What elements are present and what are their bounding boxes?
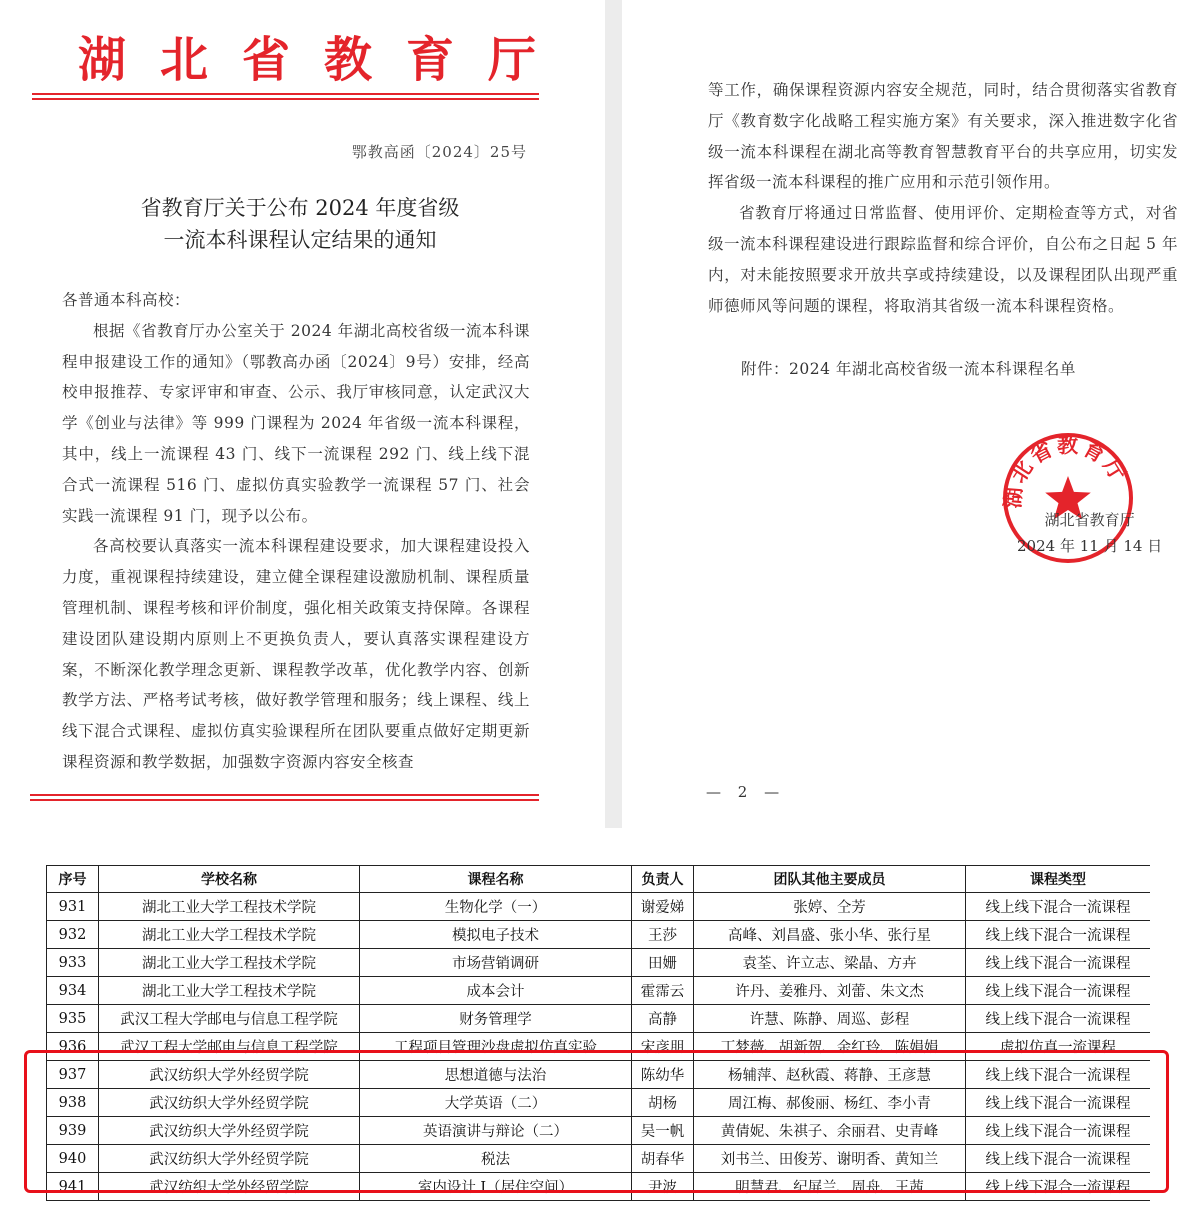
cell-index: 936 (47, 1033, 99, 1061)
cell-school: 武汉纺织大学外经贸学院 (99, 1173, 360, 1201)
agency-letterhead: 湖北省教育厅 (78, 32, 571, 88)
body-paragraph-2: 各高校要认真落实一流本科课程建设要求，加大课程建设投入力度，重视课程持续建设，建立健全课程建设激励机制、课程质量管理机制、课程考核和评价制度，强化相关政策支持保障。各课程建设团队建设期内原则上不更换负责人，要认真落实课程建设方案，不断深化教学理念更新、课程教学改革，优化教学内容、创新教学方法、严格考试考核，做好教学管理和服务；线上课程、线上线下混合式课程、虚拟仿真实验课程所在团队要重点做好定期更新课程资源和教学数据，加强数字资源内容安全核查 (62, 537, 530, 771)
cell-type: 线上线下混合一流课程 (966, 1145, 1151, 1173)
table-header-row (47, 866, 1151, 893)
cell-members: 张婷、仝芳 (694, 893, 966, 921)
cell-type: 线上线下混合一流课程 (966, 1005, 1151, 1033)
right-paragraph-1: 等工作，确保课程资源内容安全规范，同时，结合贯彻落实省教育厅《教育数字化战略工程实施方案》有关要求，深入推进数字化省级一流本科课程在湖北高等教育智慧教育平台的共享应用，切实发挥省级一流本科课程的推广应用和示范引领作用。 (708, 81, 1178, 192)
cell-type: 线上线下混合一流课程 (966, 893, 1151, 921)
notice-title (0, 192, 600, 256)
cell-index: 935 (47, 1005, 99, 1033)
cell-course: 模拟电子技术 (360, 921, 632, 949)
cell-leader: 田姗 (632, 949, 694, 977)
cell-index: 934 (47, 977, 99, 1005)
seal-text: 湖北省教育厅 (1000, 432, 1133, 510)
red-rule-bottom-1 (30, 794, 539, 796)
document-page-right (622, 0, 1190, 828)
cell-type: 线上线下混合一流课程 (966, 949, 1151, 977)
cell-school: 湖北工业大学工程技术学院 (99, 893, 360, 921)
cell-index: 938 (47, 1089, 99, 1117)
cell-type: 线上线下混合一流课程 (966, 977, 1151, 1005)
cell-school: 武汉工程大学邮电与信息工程学院 (99, 1005, 360, 1033)
cell-course: 思想道德与法治 (360, 1061, 632, 1089)
cell-course: 财务管理学 (360, 1005, 632, 1033)
table-row (47, 1005, 1151, 1033)
cell-index: 933 (47, 949, 99, 977)
cell-course: 成本会计 (360, 977, 632, 1005)
cell-type: 线上线下混合一流课程 (966, 921, 1151, 949)
cell-course: 大学英语（二） (360, 1089, 632, 1117)
cell-school: 武汉纺织大学外经贸学院 (99, 1145, 360, 1173)
cell-course: 室内设计 I（居住空间） (360, 1173, 632, 1201)
table-row (47, 921, 1151, 949)
cell-type: 虚拟仿真一流课程 (966, 1033, 1151, 1061)
cell-members: 丁梦薇、胡新贺、余红玲、陈娟娟 (694, 1033, 966, 1061)
cell-members: 刘书兰、田俊芳、谢明香、黄知兰 (694, 1145, 966, 1173)
cell-leader: 胡春华 (632, 1145, 694, 1173)
cell-index: 939 (47, 1117, 99, 1145)
signature-block (1017, 507, 1162, 559)
table-row (47, 893, 1151, 921)
cell-leader: 宋彦朋 (632, 1033, 694, 1061)
cell-school: 武汉纺织大学外经贸学院 (99, 1089, 360, 1117)
left-body-text (62, 285, 530, 778)
header-school: 学校名称 (99, 866, 360, 893)
header-type: 课程类型 (966, 866, 1151, 893)
cell-index: 940 (47, 1145, 99, 1173)
salutation: 各普通本科高校： (62, 291, 191, 309)
cell-members: 许丹、姜雅丹、刘蕾、朱文杰 (694, 977, 966, 1005)
cell-course: 税法 (360, 1145, 632, 1173)
cell-type: 线上线下混合一流课程 (966, 1117, 1151, 1145)
cell-type: 线上线下混合一流课程 (966, 1089, 1151, 1117)
cell-leader: 霍霈云 (632, 977, 694, 1005)
right-paragraph-2: 省教育厅将通过日常监督、使用评价、定期检查等方式，对省级一流本科课程建设进行跟踪监督和综合评价，自公布之日起 5 年内，对未能按照要求开放共享或持续建设，以及课程团队出现严重师德师风等问题的课程，将取消其省级一流本科课程资格。 (708, 204, 1178, 315)
right-body-text (708, 75, 1178, 321)
red-rule-top-1 (32, 93, 539, 95)
cell-school: 武汉工程大学邮电与信息工程学院 (99, 1033, 360, 1061)
body-paragraph-1: 根据《省教育厅办公室关于 2024 年湖北高校省级一流本科课程申报建设工作的通知》（鄂教高办函〔2024〕9号）安排，经高校申报推荐、专家评审和审查、公示、我厅审核同意，认定武汉大学《创业与法律》等 999 门课程为 2024 年省级一流本科课程，其中，线上一流课程 43 门、线下一流课程 292 门、线上线下混合式一流课程 516 门、虚拟仿真实验教学一流课程 57 门、社会实践一流课程 91 门，现予以公布。 (62, 321, 530, 525)
document-number: 鄂教高函〔2024〕25号 (351, 143, 527, 161)
page-gutter (605, 0, 622, 828)
cell-course: 英语演讲与辩论（二） (360, 1117, 632, 1145)
document-page-left (0, 0, 605, 828)
cell-school: 武汉纺织大学外经贸学院 (99, 1061, 360, 1089)
table-row (47, 949, 1151, 977)
cell-leader: 尹波 (632, 1173, 694, 1201)
highlight-box (24, 1050, 1169, 1193)
cell-index: 931 (47, 893, 99, 921)
cell-members: 许慧、陈静、周巡、彭程 (694, 1005, 966, 1033)
cell-members: 黄倩妮、朱祺子、余丽君、史青峰 (694, 1117, 966, 1145)
cell-leader: 谢爱娣 (632, 893, 694, 921)
header-leader: 负责人 (632, 866, 694, 893)
cell-school: 湖北工业大学工程技术学院 (99, 949, 360, 977)
cell-school: 湖北工业大学工程技术学院 (99, 921, 360, 949)
header-members: 团队其他主要成员 (694, 866, 966, 893)
cell-leader: 胡杨 (632, 1089, 694, 1117)
cell-school: 湖北工业大学工程技术学院 (99, 977, 360, 1005)
notice-title-line2: 一流本科课程认定结果的通知 (163, 228, 437, 252)
cell-leader: 高静 (632, 1005, 694, 1033)
header-index: 序号 (47, 866, 99, 893)
cell-members: 周江梅、郝俊丽、杨红、李小青 (694, 1089, 966, 1117)
cell-index: 941 (47, 1173, 99, 1201)
cell-leader: 王莎 (632, 921, 694, 949)
table-row (47, 977, 1151, 1005)
cell-members: 杨辅萍、赵秋霞、蒋静、王彦慧 (694, 1061, 966, 1089)
attachment-line: 附件：2024 年湖北高校省级一流本科课程名单 (741, 360, 1076, 378)
cell-leader: 吴一帆 (632, 1117, 694, 1145)
cell-leader: 陈幼华 (632, 1061, 694, 1089)
cell-index: 937 (47, 1061, 99, 1089)
notice-title-line1: 省教育厅关于公布 2024 年度省级 (140, 196, 460, 220)
page-number: — 2 — (706, 783, 786, 801)
cell-course: 市场营销调研 (360, 949, 632, 977)
cell-course: 工程项目管理沙盘虚拟仿真实验 (360, 1033, 632, 1061)
header-course: 课程名称 (360, 866, 632, 893)
cell-course: 生物化学（一） (360, 893, 632, 921)
cell-members: 明慧君、纪屏兰、周舟、王茜 (694, 1173, 966, 1201)
cell-school: 武汉纺织大学外经贸学院 (99, 1117, 360, 1145)
cell-members: 高峰、刘昌盛、张小华、张行星 (694, 921, 966, 949)
red-rule-bottom-2 (30, 799, 539, 801)
red-rule-top-2 (32, 98, 539, 100)
cell-type: 线上线下混合一流课程 (966, 1061, 1151, 1089)
cell-type: 线上线下混合一流课程 (966, 1173, 1151, 1201)
cell-index: 932 (47, 921, 99, 949)
cell-members: 袁荃、许立志、梁晶、方卉 (694, 949, 966, 977)
signature-date: 2024 年 11 月 14 日 (1017, 537, 1163, 555)
signature-org: 湖北省教育厅 (1044, 511, 1135, 529)
